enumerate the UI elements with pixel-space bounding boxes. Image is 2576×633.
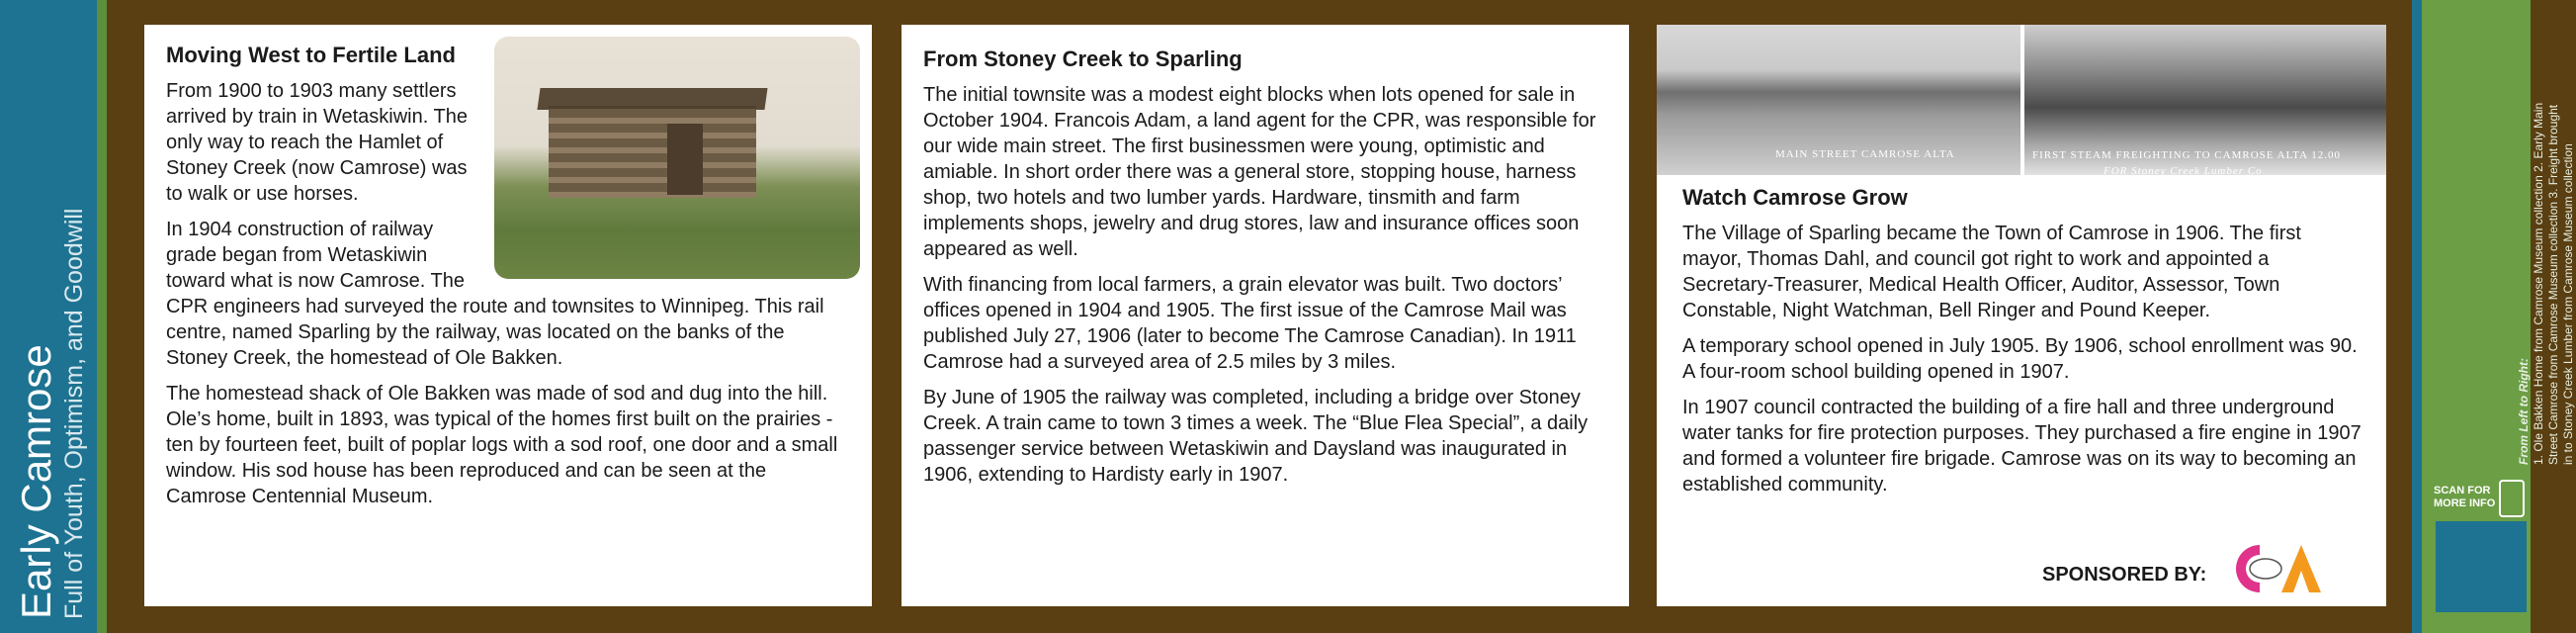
panel-heading: Moving West to Fertile Land <box>166 43 456 67</box>
paragraph: The initial townsite was a modest eight blocks when lots opened for sale in October 1904. Francois Adam, a land agent for the CPR, was responsible for our wide main street. The first businessmen were young, optimistic and amiable. In short order there was a general store, stopping house, harness shop, two hotels and two lumber yards. Hardware, tinsmith and farm implements shops, jewelry and drug stores, law and insurance offices soon appeared as well. <box>923 84 1596 260</box>
vertical-title <box>14 209 89 619</box>
paragraph: With financing from local farmers, a grain elevator was built. Two doctors’ offices opened in 1904 and 1905. The first issue of the Camrose Mail was published July 27, 1906 (later to become The Camrose Canadian). In 1911 Camrose had a surveyed area of 2.5 miles by 3 miles. <box>923 274 1577 373</box>
historic-photo-strip <box>1657 25 2386 175</box>
scan-line: SCAN FOR <box>2434 485 2491 497</box>
paragraph: The homestead shack of Ole Bakken was made of sod and dug into the hill. Ole’s home, built in 1893, was typical of the homes first built on the prairies - ten by fourteen feet, built of poplar logs with a sod roof, one door and a small window. His sod house has been reproduced and can be seen at the Camrose Centennial Museum. <box>166 383 838 507</box>
log-shack <box>549 106 756 198</box>
sponsor-logo <box>2230 539 2339 596</box>
credits-line: in to Stoney Creek Lumber from Camrose Museum collection <box>2561 143 2575 465</box>
credits-line: 1. Ole Bakken Home from Camrose Museum collection 2. Early Main <box>2532 102 2545 465</box>
main-street-photo <box>1657 25 2020 175</box>
photo-caption: FOR Stoney Creek Lumber Co <box>2104 165 2263 177</box>
credits-heading: From Left to Right: <box>2517 358 2531 465</box>
left-title-band <box>0 0 107 633</box>
scan-for-info-label <box>2434 485 2495 510</box>
paragraph: From 1900 to 1903 many settlers arrived by train in Wetaskiwin. The only way to reach the Hamlet of Stoney Creek (now Camrose) was to walk or use horses. <box>166 80 468 205</box>
phone-icon <box>2499 480 2525 517</box>
panel-heading: From Stoney Creek to Sparling <box>923 46 1243 71</box>
paragraph: In 1904 construction of railway grade began from Wetaskiwin toward what is now Camrose. The CPR engineers had surveyed the route and townsites to Winnipeg. This rail centre, named Sparling by the railway, was located on the banks of the Stoney Creek, the homestead of Ole Bakken. <box>166 219 824 369</box>
photo-caption: MAIN STREET CAMROSE ALTA <box>1775 148 1955 160</box>
green-stripe <box>97 0 107 633</box>
qr-code[interactable] <box>2436 521 2527 612</box>
scan-line: MORE INFO <box>2434 497 2496 509</box>
paragraph: The Village of Sparling became the Town of Camrose in 1906. The first mayor, Thomas Dahl, and council got right to work and appointed a Secretary-Treasurer, Medical Health Officer, Auditor, Assessor, Town Constable, Night Watchman, Bell Ringer and Pound Keeper. <box>1682 223 2301 321</box>
sponsor-label: SPONSORED BY: <box>2042 564 2207 586</box>
steam-freighting-photo <box>2024 25 2386 175</box>
photo-caption: FIRST STEAM FREIGHTING TO CAMROSE ALTA 12.00 <box>2032 149 2341 161</box>
shack-door <box>667 124 703 195</box>
paragraph: By June of 1905 the railway was completed, including a bridge over Stoney Creek. A train came to town 3 times a week. The “Blue Flea Special”, a daily passenger service between Wetaskiwin and Daysland was inaugurated in 1906, extending to Hardisty early in 1907. <box>923 387 1589 486</box>
paragraph: A temporary school opened in July 1905. By 1906, school enrollment was 90. A four-room school building opened in 1907. <box>1682 335 2358 383</box>
exhibit-subtitle: Full of Youth, Optimism, and Goodwill <box>60 208 88 619</box>
photo-credits <box>2517 49 2576 465</box>
panel-body <box>1682 185 2364 507</box>
panel-heading: Watch Camrose Grow <box>1682 185 1908 210</box>
blue-stripe <box>2412 0 2422 633</box>
panel-watch-camrose-grow <box>1657 25 2386 606</box>
exhibit-title: Early Camrose <box>13 344 59 619</box>
ole-bakken-home-photo <box>494 37 860 279</box>
panel-moving-west <box>144 25 872 606</box>
credits-line: Street Camrose from Camrose Museum collection 3. Freight brought <box>2546 104 2560 465</box>
panel-stoney-creek <box>902 25 1629 606</box>
paragraph: In 1907 council contracted the building of a fire hall and three underground water tanks for fire protection purposes. They purchased a fire engine in 1907 and formed a volunteer fire brigade. Camrose was on its way to becoming an established community. <box>1682 397 2361 496</box>
